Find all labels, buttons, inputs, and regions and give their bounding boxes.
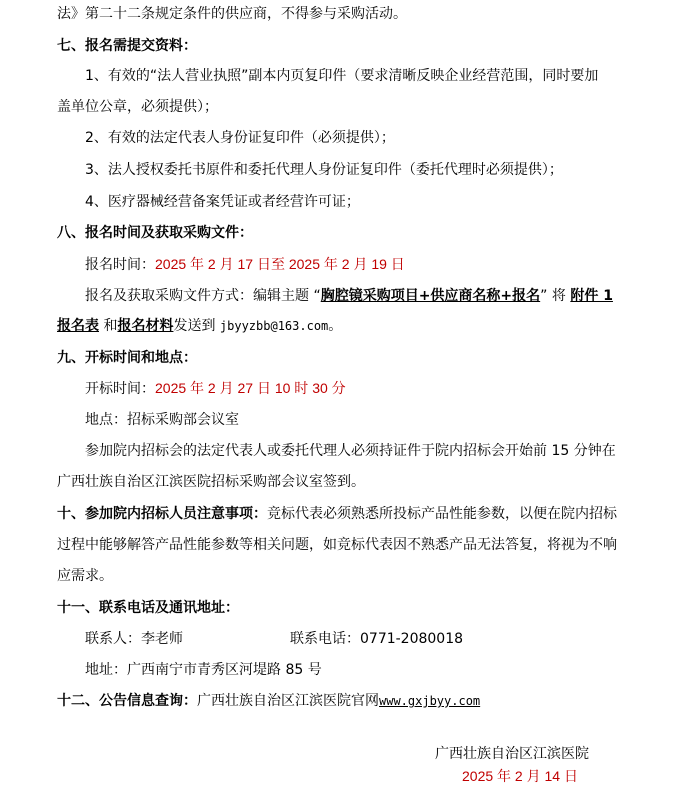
section-10-line-2: 过程中能够解答产品性能参数等相关问题，如竞标代表因不熟悉产品无法答复，将视为不响 [57,537,617,553]
section-10-line-3: 应需求。 [57,568,113,584]
email-address[interactable]: jbyyzbb@163.com [219,319,329,333]
contact-phone: 联系电话：0771-2080018 [290,631,464,647]
attendance-note-line-1: 参加院内招标会的法定代表人或委托代理人必须持证件于院内招标会开始前 15 分钟在 [85,443,616,459]
s7-item-1-line-1: 1、有效的“法人营业执照”副本内页复印件（要求清晰反映企业经营范围，同时要加 [85,68,599,84]
website-text: 广西壮族自治区江滨医院官网 [197,693,379,709]
attachment-1-link[interactable]: 附件 1 [570,288,613,304]
s7-item-3: 3、法人授权委托书原件和委托代理人身份证复印件（委托代理时必须提供）； [85,162,563,178]
registration-form-link[interactable]: 报名表 [57,318,99,334]
period-text: 。 [328,318,343,334]
section-7-heading: 七、报名需提交资料： [57,38,197,54]
method-label: 报名及获取采购文件方式：编辑主题 “ [85,288,321,304]
registration-time [85,254,405,275]
send-to-text: 发送到 [173,318,220,334]
section-9-heading: 九、开标时间和地点： [57,350,197,366]
registration-method [85,286,613,306]
email-subject: 胸腔镜采购项目+供应商名称+报名 [320,288,541,304]
registration-method-cont [57,316,342,336]
contact-person: 联系人：李老师 [85,631,183,647]
section-10-line-1 [57,504,617,524]
signature-org: 广西壮族自治区江滨医院 [435,746,589,762]
opening-location: 地点：招标采购部会议室 [85,412,239,428]
section-8-heading: 八、报名时间及获取采购文件： [57,225,253,241]
s7-item-4: 4、医疗器械经营备案凭证或者经营许可证； [85,194,360,210]
website-link[interactable]: www.gxjbyy.com [379,694,481,708]
signature-date: 2025 年 2 月 14 日 [462,768,578,784]
registration-materials-link[interactable]: 报名材料 [117,318,174,334]
section-10-heading: 十、参加院内招标人员注意事项： [57,506,267,522]
attendance-note-line-2: 广西壮族自治区江滨医院招标采购部会议室签到。 [57,474,365,490]
section-12-heading: 十二、公告信息查询： [57,693,197,709]
section-11-heading: 十一、联系电话及通讯地址： [57,600,239,616]
s7-item-1-line-2: 盖单位公章，必须提供）； [57,99,218,115]
and-text: 和 [99,318,118,334]
opening-time [85,378,346,399]
registration-time-label: 报名时间： [85,257,155,273]
section-12-line [57,691,480,711]
opening-time-label: 开标时间： [85,381,155,397]
contact-address: 地址：广西南宁市青秀区河堤路 85 号 [85,662,322,678]
section-10-text-1: 竞标代表必须熟悉所投标产品性能参数，以便在院内招标 [267,506,617,522]
s7-item-2: 2、有效的法定代表人身份证复印件（必须提供）； [85,130,395,146]
method-mid: ” 将 [540,288,571,304]
opening-time-value: 2025 年 2 月 27 日 10 时 30 分 [155,380,346,396]
registration-time-value: 2025 年 2 月 17 日至 2025 年 2 月 19 日 [155,256,405,272]
intro-tail-text: 法》第二十二条规定条件的供应商，不得参与采购活动。 [57,6,407,22]
